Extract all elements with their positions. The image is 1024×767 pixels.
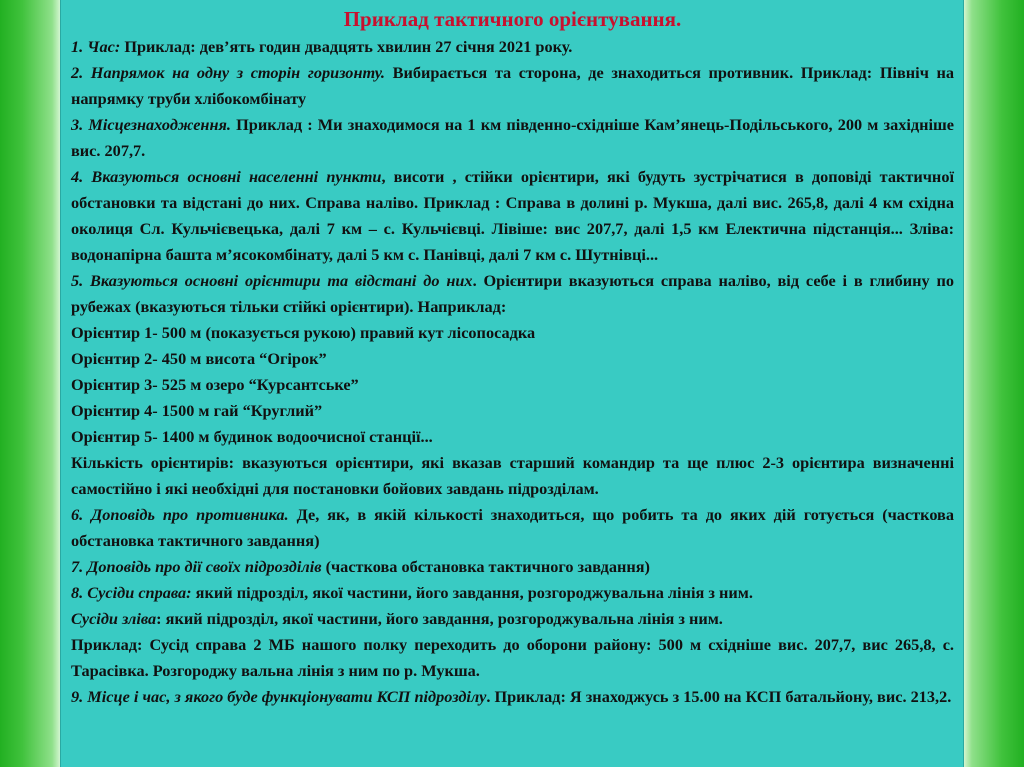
paragraph-own-units-label: 7. Доповідь про дії своїх підрозділів: [71, 557, 322, 576]
paragraph-command-post-label: 9. Місце і час, з якого буде функціонувати КСП підрозділу: [71, 687, 487, 706]
landmark-item: Орієнтир 2- 450 м висота “Огірок”: [71, 349, 327, 368]
paragraph-time-label: 1. Час:: [71, 37, 121, 56]
title-text: Приклад тактичного орієнтування: [343, 7, 677, 31]
paragraph-enemy-report-text: Де, як, в якій кількості знаходиться, що робить та до яких дій готується (часткова обстановка тактичного завдання): [71, 505, 954, 550]
paragraph-direction-label: 2. Напрямок на одну з сторін горизонту.: [71, 63, 386, 82]
paragraph-neighbors-right: [71, 580, 954, 606]
landmark-item: Орієнтир 3- 525 м озеро “Курсантське”: [71, 375, 359, 394]
paragraph-landmarks: [71, 268, 954, 320]
paragraph-neighbors-left-label: Сусіди зліва: [71, 609, 157, 628]
paragraph-command-post: [71, 684, 954, 710]
paragraph-neighbors-right-label: 8. Сусіди справа:: [71, 583, 192, 602]
paragraph-location: [71, 112, 954, 164]
paragraph-command-post-text: . Приклад: Я знаходжусь з 15.00 на КСП батальйону, вис. 213,2.: [486, 687, 952, 706]
paragraph-landmarks-text: . Орієнтири вказуються справа наліво, від себе і в глибину по рубежах (вказуються тільки стійкі орієнтири). Наприклад:: [71, 271, 954, 316]
paragraph-own-units-text: (часткова обстановка тактичного завдання): [321, 557, 650, 576]
paragraph-neighbors-right-text: який підрозділ, якої частини, його завдання, розгороджувальна лінія з ним.: [191, 583, 753, 602]
paragraph-enemy-report: [71, 502, 954, 554]
paragraph-own-units: [71, 554, 954, 580]
paragraph-direction-text: Вибирається та сторона, де знаходиться противник. Приклад: Північ на напрямку труби хлібокомбінату: [71, 63, 954, 108]
paragraph-settlements: [71, 164, 954, 268]
paragraph-direction: [71, 60, 954, 112]
slide-content: [60, 0, 964, 767]
landmark-item: Орієнтир 1- 500 м (показується рукою) правий кут лісопосадка: [71, 323, 536, 342]
title-dot: .: [676, 7, 682, 31]
paragraph-neighbors-left-text: : який підрозділ, якої частини, його завдання, розгороджувальна лінія з ним.: [156, 609, 723, 628]
paragraph-neighbors-left: [71, 606, 954, 632]
paragraph-settlements-label: 4. Вказуються основні населенні пункти: [71, 167, 382, 186]
paragraph-landmarks-label: 5. Вказуються основні орієнтири та відстані до них: [71, 271, 473, 290]
paragraph-location-text: Приклад : Ми знаходимося на 1 км південно-східніше Кам’янець-Подільського, 200 м західніше вис. 207,7.: [71, 115, 954, 160]
paragraph-enemy-report-label: 6. Доповідь про противника.: [71, 505, 289, 524]
landmark-item: Орієнтир 5- 1400 м будинок водоочисної станції...: [71, 427, 433, 446]
paragraph-location-label: 3. Місцезнаходження.: [71, 115, 231, 134]
paragraph-settlements-text: , висоти , стійки орієнтири, які будуть зустрічатися в доповіді тактичної обстановки та відстані до них. Справа наліво. Приклад : Справа в долині р. Мукша, далі вис. 265,8, далі 4 км східна околиця Сл. Кульчієвецька, далі 7 км – с. Кульчієвці. Лівіше: вис 207,7, далі 1,5 км Електична підстанція... Зліва: водонапірна башта м’ясокомбінату, далі 5 км с. Панівці, далі 7 км с. Шутнівці...: [71, 167, 954, 264]
slide-title: [71, 4, 954, 34]
paragraph-landmark-count: Кількість орієнтирів: вказуються орієнтири, які вказав старший командир та ще плюс 2-3 орієнтира визначенні самостійно і які необхідні для постановки бойових завдань підрозділам.: [71, 453, 954, 498]
landmark-item: Орієнтир 4- 1500 м гай “Круглий”: [71, 401, 323, 420]
paragraph-time-text: Приклад: дев’ять годин двадцять хвилин 27 січня 2021 року.: [120, 37, 573, 56]
paragraph-example-neighbor: Приклад: Сусід справа 2 МБ нашого полку переходить до оборони району: 500 м східніше вис. 207,7, вис 265,8, с. Тарасівка. Розгороджу вальна лінія з ним по р. Мукша.: [71, 635, 954, 680]
paragraph-time: [71, 34, 954, 60]
